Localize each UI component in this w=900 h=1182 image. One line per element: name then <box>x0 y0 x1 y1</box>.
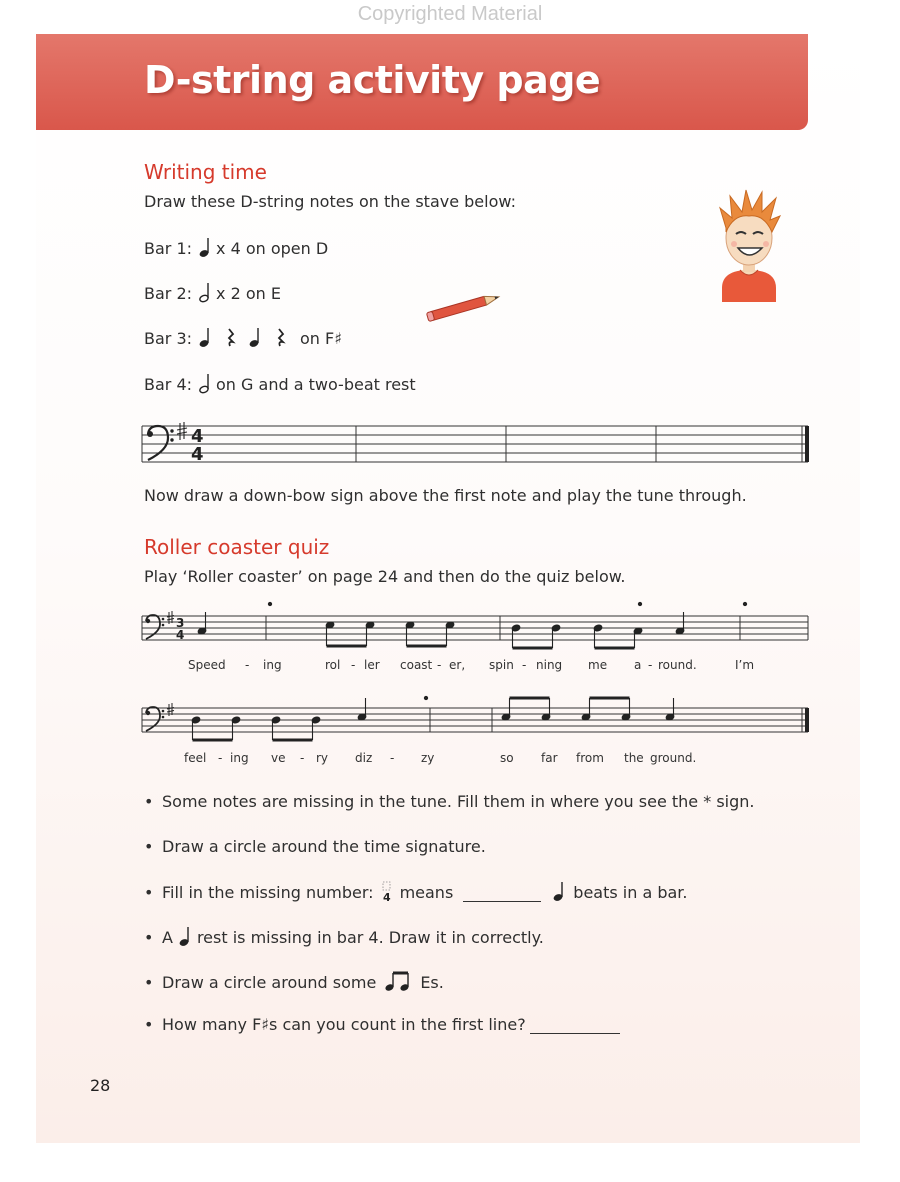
lyric-syllable: ry <box>316 751 329 765</box>
title-banner <box>36 34 808 130</box>
lyric-syllable: round. <box>658 658 697 672</box>
quiz-instruction: Play ‘Roller coaster’ on page 24 and then do the quiz below. <box>144 567 626 586</box>
lyric-syllable: ning <box>536 658 563 672</box>
time-signature-top: 3 <box>176 616 185 630</box>
lyric-hyphen: - <box>351 658 356 672</box>
bullet-text: A <box>162 928 173 947</box>
bar1-label: Bar 1: <box>144 239 193 258</box>
lyric-syllable: feel <box>184 751 207 765</box>
lyric-hyphen: - <box>245 658 250 672</box>
bullet-dot-icon: • <box>144 928 154 947</box>
lyric-syllable: me <box>588 658 608 672</box>
lyric-syllable: from <box>576 751 604 765</box>
down-bow-instruction: Now draw a down-bow sign above the first note and play the tune through. <box>144 486 747 505</box>
bullet-text: Draw a circle around some <box>162 973 377 992</box>
lyric-syllable: ing <box>230 751 249 765</box>
crotchet-rest-pattern-icon <box>198 326 294 348</box>
bullet-item <box>144 792 754 811</box>
bullet-item <box>144 970 444 992</box>
bullet-text: means <box>399 883 454 902</box>
time-signature-blank-icon <box>376 880 398 902</box>
bullet-dot-icon: • <box>144 792 154 811</box>
lyric-syllable: diz <box>355 751 373 765</box>
lyric-syllable: ler <box>364 658 380 672</box>
lyric-syllable: zy <box>421 751 435 765</box>
bar2-text: x 2 on E <box>216 284 281 303</box>
lyric-syllable: the <box>624 751 644 765</box>
bullet-item <box>144 837 486 856</box>
music-line-1 <box>140 598 816 658</box>
copyright-watermark: Copyrighted Material <box>357 3 543 25</box>
empty-stave <box>140 420 816 470</box>
bar4-instruction <box>144 372 416 394</box>
writing-time-instruction: Draw these D-string notes on the stave below: <box>144 192 516 211</box>
svg-text:4: 4 <box>382 891 391 902</box>
crotchet-icon <box>177 925 191 947</box>
bar3-instruction <box>144 326 342 348</box>
lyric-syllable: coast <box>400 658 433 672</box>
bullet-dot-icon: • <box>144 883 154 902</box>
bass-clef-icon <box>147 426 174 460</box>
page-number: 28 <box>90 1076 111 1095</box>
bullet-text: Some notes are missing in the tune. Fill them in where you see the * sign. <box>162 792 755 811</box>
bullet-item <box>144 925 544 947</box>
bullet-item <box>144 880 688 902</box>
lyric-syllable: er, <box>449 658 466 672</box>
page-title: D-string activity page <box>144 58 601 102</box>
lyric-hyphen: - <box>218 751 223 765</box>
bar1-text: x 4 on open D <box>216 239 329 258</box>
quaver-pair-icon <box>384 970 412 992</box>
bullet-text: Draw a circle around the time signature. <box>162 837 486 856</box>
bar3-label: Bar 3: <box>144 329 193 348</box>
lyric-syllable: Speed <box>188 658 226 672</box>
answer-blank-line[interactable] <box>463 887 541 902</box>
time-signature-top: 4 <box>191 426 204 447</box>
pencil-icon <box>424 290 506 322</box>
lyric-hyphen: - <box>437 658 442 672</box>
bar4-label: Bar 4: <box>144 375 193 394</box>
lyric-hyphen: - <box>300 751 305 765</box>
sharp-icon <box>177 422 187 440</box>
crotchet-icon <box>198 236 210 258</box>
lyric-syllable: so <box>500 751 514 765</box>
lyric-hyphen: - <box>522 658 527 672</box>
bar4-text: on G and a two-beat rest <box>216 375 416 394</box>
lyric-syllable: rol <box>325 658 341 672</box>
lyric-syllable: ve <box>271 751 286 765</box>
bar1-instruction <box>144 236 328 258</box>
bass-clef-icon <box>146 707 165 731</box>
bullet-dot-icon: • <box>144 837 154 856</box>
answer-blank-line[interactable] <box>530 1019 620 1034</box>
lyric-syllable: far <box>541 751 558 765</box>
quiz-heading: Roller coaster quiz <box>144 535 330 559</box>
lyric-syllable: spin <box>489 658 514 672</box>
bullet-item <box>144 1015 630 1034</box>
bar2-label: Bar 2: <box>144 284 193 303</box>
minim-icon <box>198 281 210 303</box>
lyric-syllable: ground. <box>650 751 697 765</box>
bullet-dot-icon: • <box>144 1015 154 1034</box>
bullet-text: Fill in the missing number: <box>162 883 374 902</box>
bullet-text: Es. <box>420 973 444 992</box>
bass-clef-icon <box>146 615 165 639</box>
time-signature-bottom: 4 <box>176 628 185 642</box>
music-line-2 <box>140 690 816 750</box>
lyric-syllable: a <box>634 658 642 672</box>
crotchet-icon <box>551 880 565 902</box>
lyric-hyphen: - <box>648 658 653 672</box>
writing-time-heading: Writing time <box>144 160 267 184</box>
bullet-text: rest is missing in bar 4. Draw it in correctly. <box>196 928 544 947</box>
bullet-dot-icon: • <box>144 973 154 992</box>
minim-icon <box>198 372 210 394</box>
cartoon-boy-illustration <box>712 188 786 302</box>
lyric-syllable: ing <box>263 658 282 672</box>
bullet-text: beats in a bar. <box>573 883 688 902</box>
time-signature-bottom: 4 <box>191 444 204 465</box>
bar2-instruction <box>144 281 281 303</box>
bullet-text: How many F♯s can you count in the first line? <box>162 1015 526 1034</box>
lyric-hyphen: - <box>390 751 395 765</box>
bar3-text: on F♯ <box>300 329 342 348</box>
lyric-syllable: I’m <box>735 658 755 672</box>
